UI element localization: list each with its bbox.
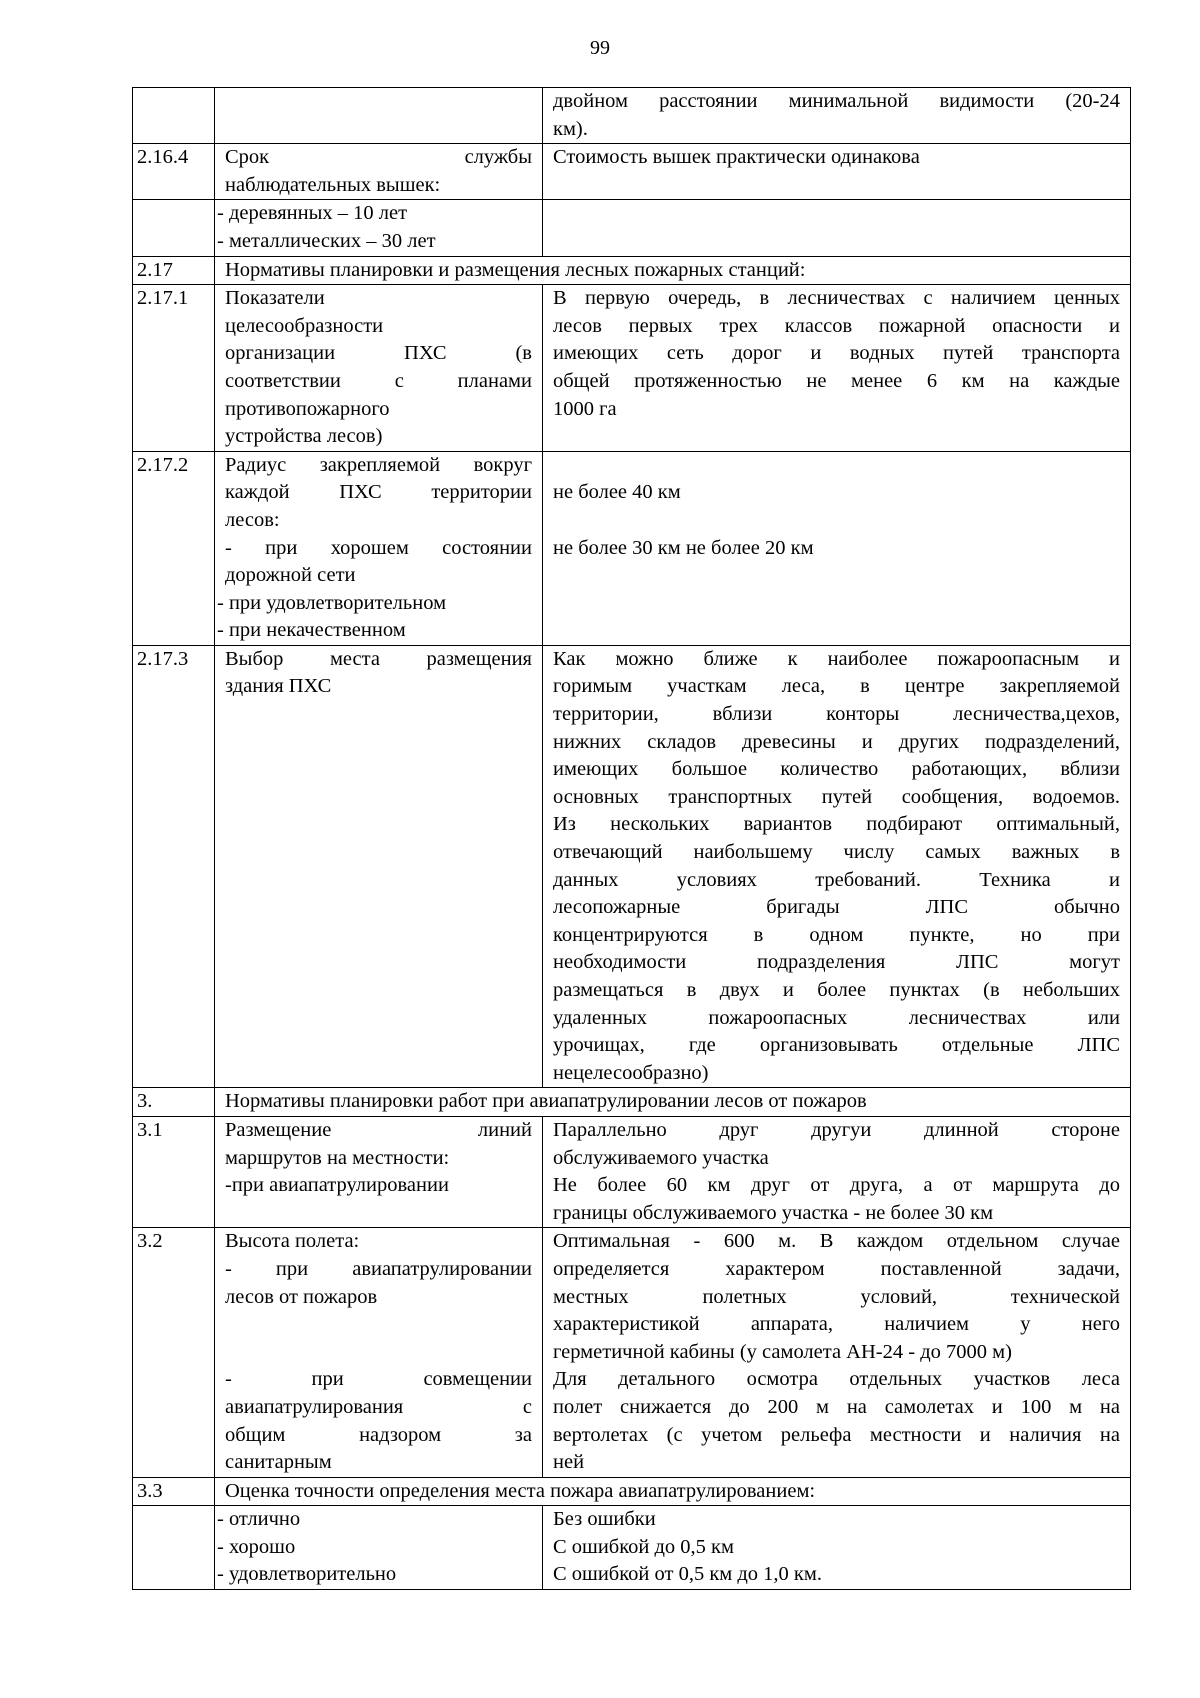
text-line: территории, вблизи конторы лесничества,цехов, bbox=[553, 703, 1120, 726]
text-line: Не более 60 км друг от друга, а от маршрута до bbox=[553, 1174, 1120, 1197]
text-line: необходимости подразделения ЛПС могут bbox=[553, 951, 1120, 974]
text-line: Выбор места размещения bbox=[225, 647, 532, 670]
text-line: - при авиапатрулировании bbox=[225, 1257, 532, 1280]
text-line: лесов: bbox=[225, 508, 280, 531]
table-row bbox=[133, 1116, 1131, 1227]
row-description bbox=[215, 144, 543, 200]
text-line: маршрутов на местности: bbox=[225, 1146, 450, 1169]
text-line: ней bbox=[553, 1451, 585, 1474]
text-line: авиапатрулирования с bbox=[225, 1395, 532, 1418]
text-line: С ошибкой от 0,5 км до 1,0 км. bbox=[553, 1563, 822, 1586]
table-row bbox=[133, 645, 1131, 1088]
row-value bbox=[543, 144, 1131, 200]
text-line: основных транспортных путей сообщения, водоемов. bbox=[553, 785, 1120, 808]
row-number bbox=[133, 1506, 215, 1590]
text-line: Как можно ближе к наиболее пожароопасным и bbox=[553, 647, 1120, 670]
row-value bbox=[543, 645, 1131, 1088]
text-line: Размещение линий bbox=[225, 1118, 532, 1141]
row-number bbox=[133, 200, 215, 256]
text-line: - при совмещении bbox=[225, 1368, 532, 1391]
text-line: Показатели bbox=[225, 287, 325, 310]
text-line: С ошибкой до 0,5 км bbox=[553, 1535, 734, 1558]
table-row bbox=[133, 285, 1131, 452]
row-description bbox=[215, 645, 543, 1088]
text-line: - при хорошем состоянии bbox=[225, 536, 532, 559]
row-description bbox=[215, 285, 543, 452]
row-value bbox=[543, 451, 1131, 645]
row-value bbox=[543, 88, 1131, 144]
row-description bbox=[215, 451, 543, 645]
row-value bbox=[543, 200, 1131, 256]
text-line: км). bbox=[553, 117, 588, 140]
table-row bbox=[133, 451, 1131, 645]
text-line: здания ПХС bbox=[225, 675, 332, 698]
text-line: характеристикой аппарата, наличием у него bbox=[553, 1313, 1120, 1336]
row-description bbox=[215, 1228, 543, 1477]
table-row bbox=[133, 1477, 1131, 1506]
text-line: определяется характером поставленной задачи, bbox=[553, 1257, 1120, 1280]
text-line: полет снижается до 200 м на самолетах и 100 м на bbox=[553, 1395, 1120, 1418]
table-row bbox=[133, 200, 1131, 256]
text-line: дорожной сети bbox=[225, 564, 356, 587]
text-line: каждой ПХС территории bbox=[225, 481, 532, 504]
text-line: лесов первых трех классов пожарной опасности и bbox=[553, 314, 1120, 337]
text-line: размещаться в двух и более пунктах (в небольших bbox=[553, 979, 1120, 1001]
text-line: имеющих большое количество работающих, вблизи bbox=[553, 758, 1120, 781]
text-line: Радиус закрепляемой вокруг bbox=[225, 453, 532, 476]
text-line: Параллельно друг другуи длинной стороне bbox=[553, 1118, 1120, 1141]
row-number: 2.17.2 bbox=[133, 451, 215, 645]
text-line: лесопожарные бригады ЛПС обычно bbox=[553, 896, 1120, 919]
row-description bbox=[215, 1116, 543, 1227]
row-description bbox=[215, 1506, 543, 1590]
table-row bbox=[133, 1506, 1131, 1590]
text-line: организации ПХС (в bbox=[225, 342, 532, 365]
table-row bbox=[133, 144, 1131, 200]
row-value bbox=[543, 1116, 1131, 1227]
standards-table bbox=[132, 87, 1131, 1590]
text-line: - при удовлетворительном bbox=[217, 591, 447, 614]
text-line: отвечающий наибольшему числу самых важных в bbox=[553, 841, 1120, 864]
table-row bbox=[133, 1088, 1131, 1117]
text-line: - деревянных – 10 лет bbox=[217, 202, 408, 225]
row-number: 3.3 bbox=[133, 1477, 215, 1506]
text-line: - при некачественном bbox=[217, 619, 406, 642]
page-number: 99 bbox=[590, 37, 610, 59]
text-line: Для детального осмотра отдельных участков леса bbox=[553, 1368, 1120, 1391]
text-line: наблюдательных вышек: bbox=[225, 173, 441, 196]
section-heading: Нормативы планировки работ при авиапатрулировании лесов от пожаров bbox=[215, 1088, 1131, 1117]
text-line: общей протяженностью не менее 6 км на каждые bbox=[553, 369, 1120, 392]
row-value bbox=[543, 1228, 1131, 1477]
table-row bbox=[133, 88, 1131, 144]
text-line: Высота полета: bbox=[225, 1230, 360, 1253]
text-line: горимым участкам леса, в центре закрепляемой bbox=[553, 675, 1120, 698]
text-line: урочищах, где организовывать отдельные ЛПС bbox=[553, 1034, 1120, 1057]
text-line: нецелесообразно) bbox=[553, 1061, 709, 1084]
row-description bbox=[215, 88, 543, 144]
text-line: лесов от пожаров bbox=[225, 1285, 378, 1308]
text-line: санитарным bbox=[225, 1451, 332, 1474]
text-line: Оптимальная - 600 м. В каждом отдельном случае bbox=[553, 1230, 1120, 1253]
text-line: двойном расстоянии минимальной видимости (20-24 bbox=[553, 90, 1120, 112]
text-line: соответствии с планами bbox=[225, 369, 532, 392]
text-line: Стоимость вышек практически одинакова bbox=[553, 146, 920, 169]
text-line: местных полетных условий, технической bbox=[553, 1285, 1120, 1308]
text-line: В первую очередь, в лесничествах с наличием ценных bbox=[553, 287, 1120, 310]
text-line: Из нескольких вариантов подбирают оптимальный, bbox=[553, 813, 1120, 836]
text-line: не более 30 км не более 20 км bbox=[553, 536, 814, 559]
text-line: границы обслуживаемого участка - не более 30 км bbox=[553, 1201, 994, 1224]
row-number: 3.2 bbox=[133, 1228, 215, 1477]
text-line: - хорошо bbox=[217, 1535, 296, 1558]
text-line: не более 40 км bbox=[553, 481, 681, 504]
text-line: обслуживаемого участка bbox=[553, 1146, 769, 1169]
row-number: 2.17.1 bbox=[133, 285, 215, 452]
text-line: нижних складов древесины и других подразделений, bbox=[553, 730, 1120, 753]
text-line: -при авиапатрулировании bbox=[225, 1174, 449, 1197]
row-number: 2.17 bbox=[133, 256, 215, 285]
section-heading: Оценка точности определения места пожара авиапатрулированием: bbox=[215, 1477, 1131, 1506]
text-line: - удовлетворительно bbox=[217, 1563, 397, 1586]
table-row bbox=[133, 256, 1131, 285]
text-line: Без ошибки bbox=[553, 1508, 656, 1531]
text-line: 1000 га bbox=[553, 397, 617, 420]
text-line: Срок службы bbox=[225, 146, 532, 169]
table-row bbox=[133, 1228, 1131, 1477]
text-line: данных условиях требований. Техника и bbox=[553, 868, 1120, 891]
row-number bbox=[133, 88, 215, 144]
text-line: вертолетах (с учетом рельефа местности и наличия на bbox=[553, 1423, 1120, 1446]
text-line: концентрируются в одном пункте, но при bbox=[553, 923, 1120, 946]
row-value bbox=[543, 1506, 1131, 1590]
text-line: удаленных пожароопасных лесничествах или bbox=[553, 1006, 1120, 1029]
text-line: целесообразности bbox=[225, 314, 384, 337]
text-line: имеющих сеть дорог и водных путей транспорта bbox=[553, 342, 1120, 365]
row-number: 2.17.3 bbox=[133, 645, 215, 1088]
row-number: 3.1 bbox=[133, 1116, 215, 1227]
row-number: 3. bbox=[133, 1088, 215, 1117]
text-line: устройства лесов) bbox=[225, 425, 383, 448]
text-line: герметичной кабины (у самолета АН-24 - до 7000 м) bbox=[553, 1340, 1012, 1363]
section-heading: Нормативы планировки и размещения лесных пожарных станций: bbox=[215, 256, 1131, 285]
row-value bbox=[543, 285, 1131, 452]
text-line: общим надзором за bbox=[225, 1423, 532, 1446]
text-line: - отлично bbox=[217, 1508, 301, 1531]
text-line: противопожарного bbox=[225, 397, 390, 420]
row-number: 2.16.4 bbox=[133, 144, 215, 200]
row-description bbox=[215, 200, 543, 256]
text-line: - металлических – 30 лет bbox=[217, 229, 436, 252]
